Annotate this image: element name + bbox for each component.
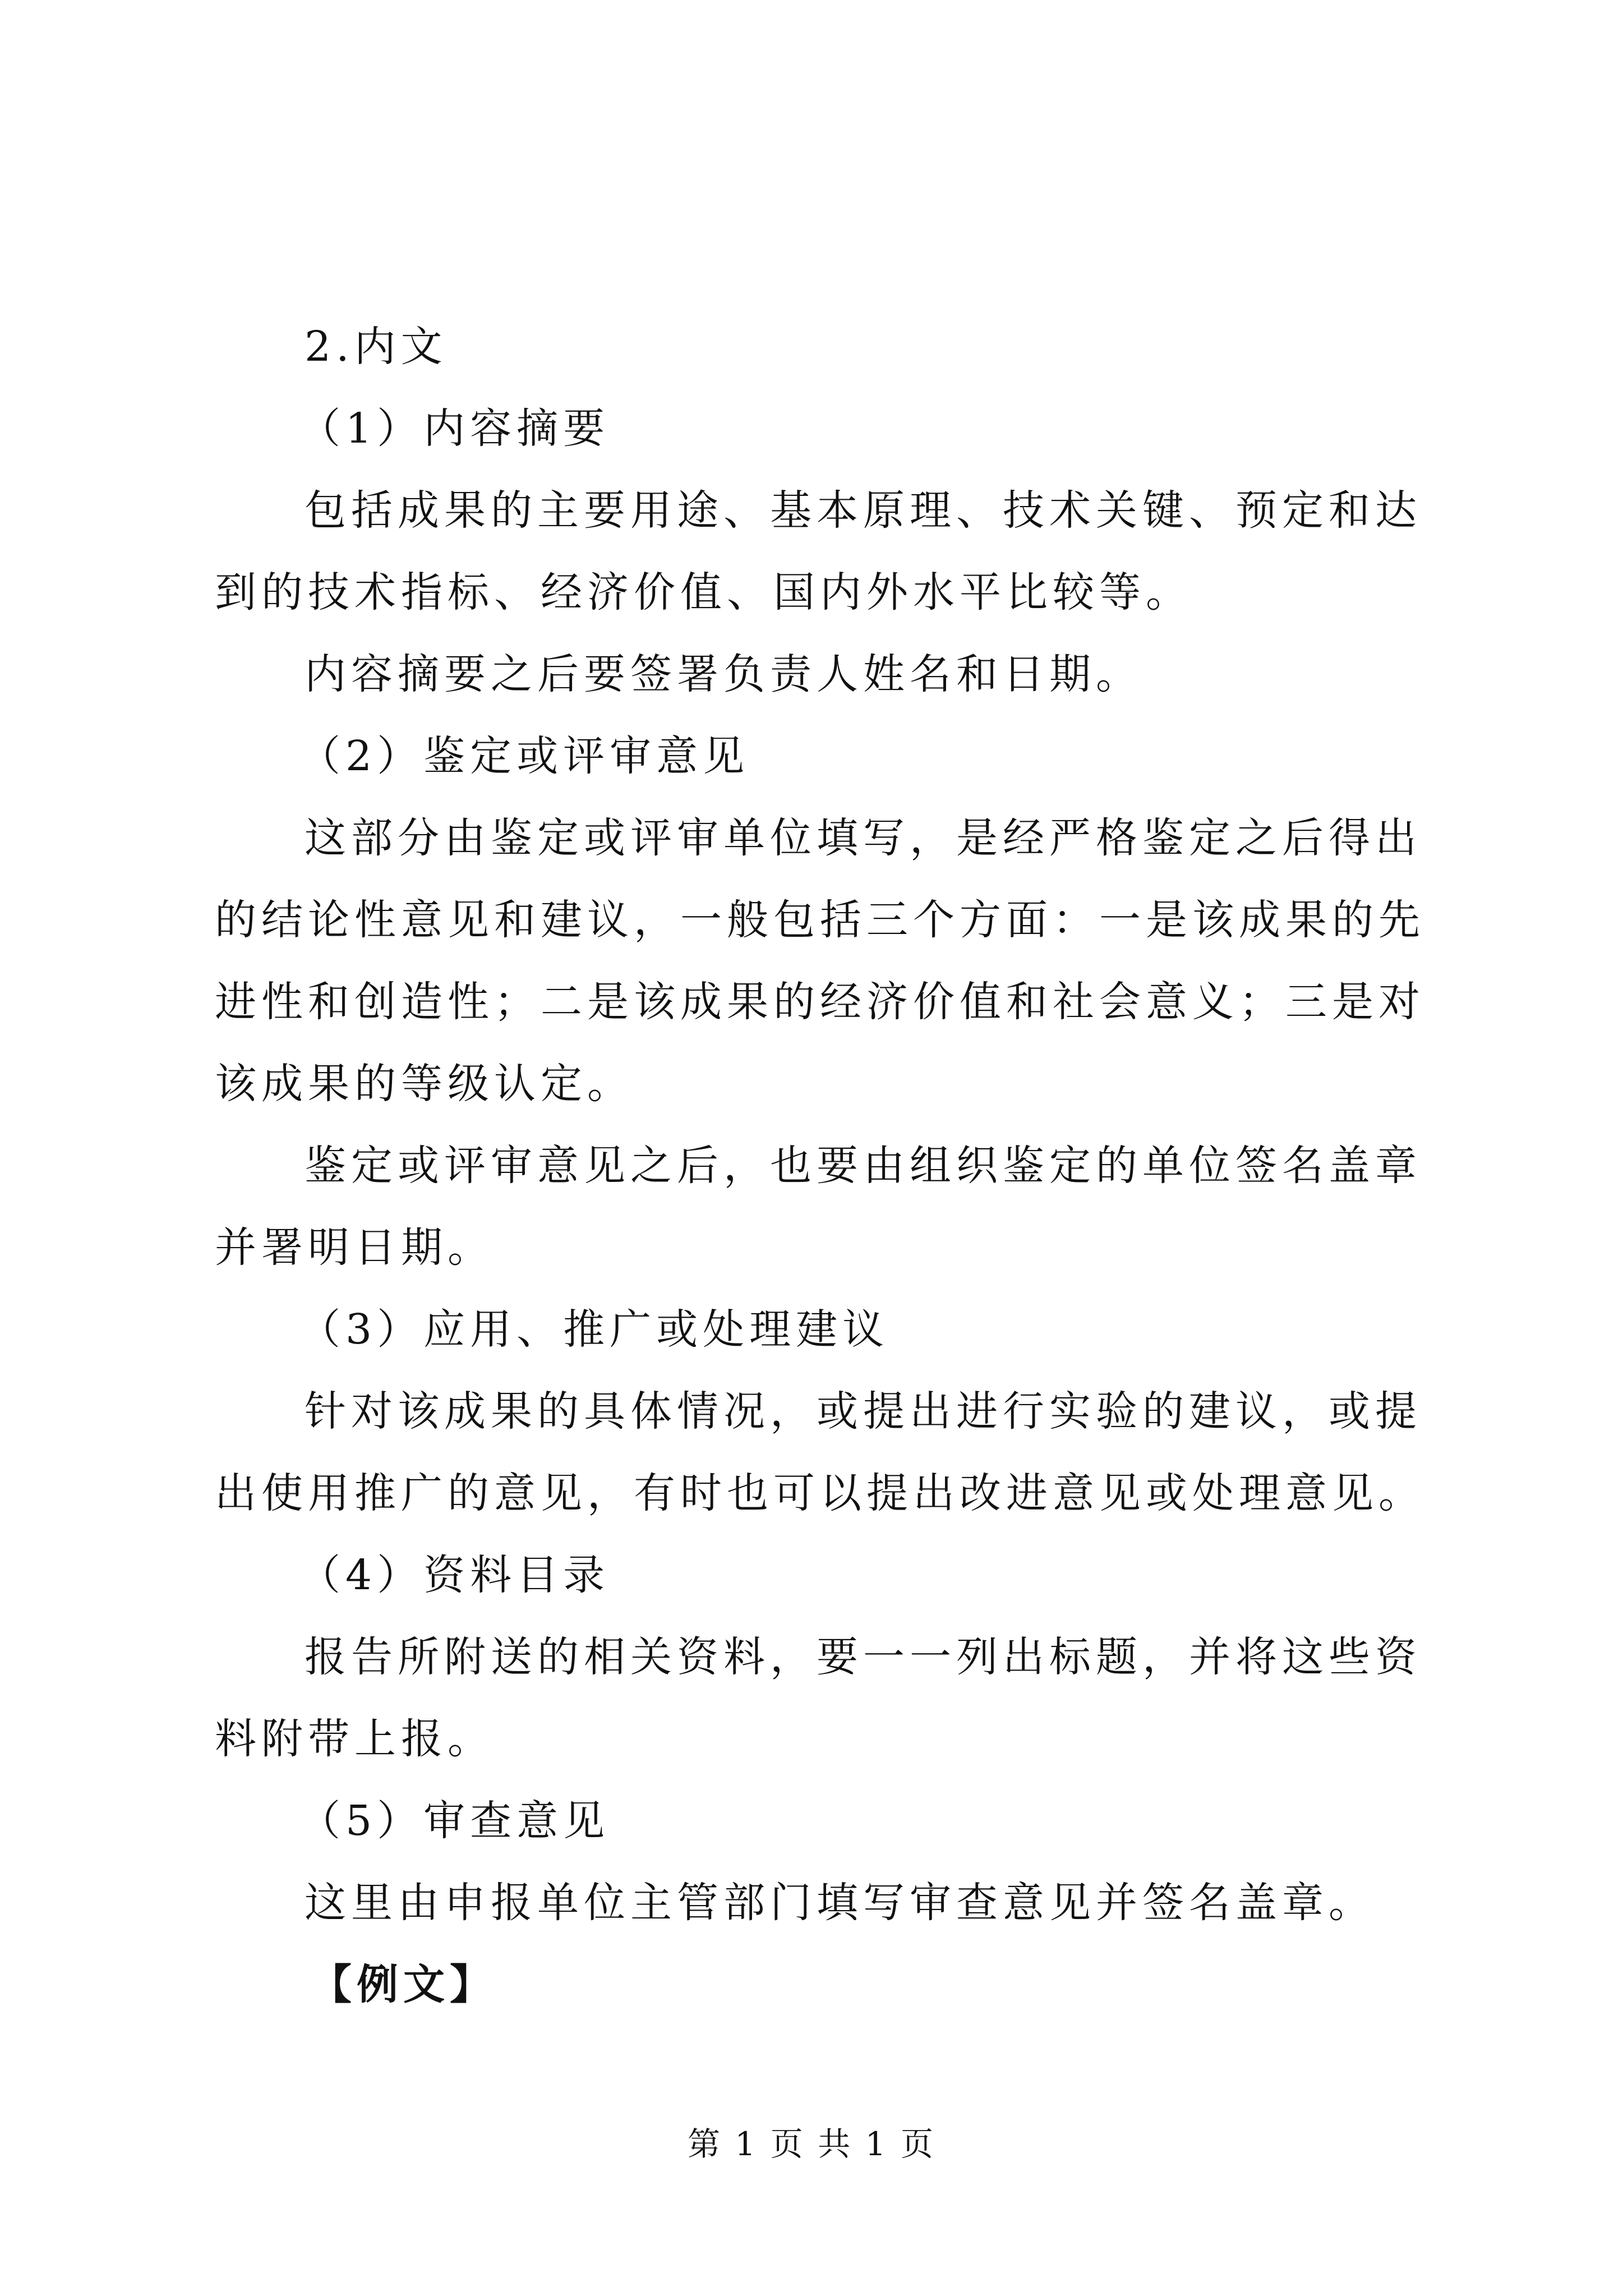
paragraph-review-content: 这里由申报单位主管部门填写审查意见并签名盖章。 <box>305 1879 1375 1927</box>
subheading-appraisal-opinion: （2）鉴定或评审意见 <box>299 732 750 780</box>
subheading-review-opinion: （5）审查意见 <box>299 1797 610 1845</box>
subheading-application-suggestions: （3）应用、推广或处理建议 <box>299 1305 889 1354</box>
paragraph-application-content: 针对该成果的具体情况，或提出进行实验的建议，或提出使用推广的意见，有时也可以提出改进意见或处理意见。 <box>215 1387 1425 1517</box>
section-heading-inner-text: 2.内文 <box>305 323 448 371</box>
heading-example: 【例文】 <box>310 1961 496 2009</box>
paragraph-summary-signature: 内容摘要之后要签署负责人姓名和日期。 <box>305 650 1142 698</box>
subheading-summary: （1）内容摘要 <box>299 404 610 453</box>
document-body <box>215 306 1426 2026</box>
paragraph-appraisal-signature: 鉴定或评审意见之后，也要由组织鉴定的单位签名盖章并署明日期。 <box>215 1142 1422 1272</box>
paragraph-materials-content: 报告所附送的相关资料，要一一列出标题，并将这些资料附带上报。 <box>215 1633 1422 1763</box>
subheading-materials-list: （4）资料目录 <box>299 1551 610 1599</box>
page-footer: 第 1 页 共 1 页 <box>688 2125 935 2163</box>
paragraph-summary-content: 包括成果的主要用途、基本原理、技术关键、预定和达到的技术指标、经济价值、国内外水平比较等。 <box>215 486 1422 616</box>
paragraph-appraisal-content: 这部分由鉴定或评审单位填写，是经严格鉴定之后得出的结论性意见和建议，一般包括三个方面：一是该成果的先进性和创造性；二是该成果的经济价值和社会意义；三是对该成果的等级认定。 <box>215 814 1425 1108</box>
